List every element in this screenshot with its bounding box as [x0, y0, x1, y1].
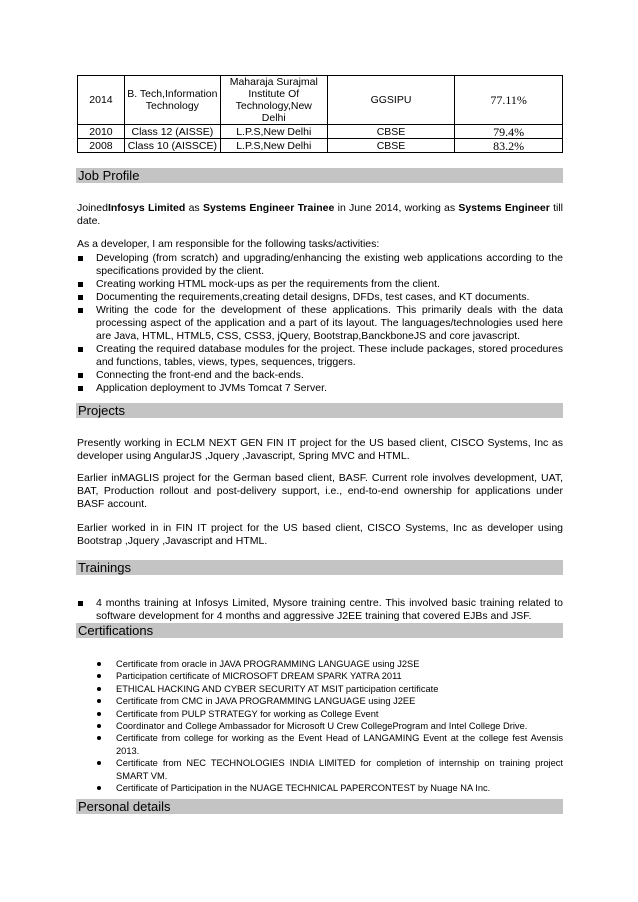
certification-list	[95, 658, 563, 794]
edu-board: CBSE	[327, 125, 455, 139]
square-bullet-icon	[78, 256, 83, 261]
list-item: Certificate from PULP STRATEGY for working as College Event	[95, 708, 563, 720]
list-item: Participation certificate of MICROSOFT DREAM SPARK YATRA 2011	[95, 670, 563, 682]
round-bullet-icon	[97, 687, 101, 691]
list-item: Certificate from NEC TECHNOLOGIES INDIA LIMITED for completion of internship on training project SMART VM.	[95, 757, 563, 782]
job-intro: JoinedInfosys Limited as Systems Engineer Trainee in June 2014, working as Systems Engineer till date.	[77, 202, 563, 227]
training-list	[77, 597, 563, 623]
edu-board: CBSE	[327, 139, 455, 153]
list-item: ETHICAL HACKING AND CYBER SECURITY AT MSIT participation certificate	[95, 683, 563, 695]
square-bullet-icon	[78, 347, 83, 352]
list-item: Creating working HTML mock-ups as per the requirements from the client.	[77, 278, 563, 291]
round-bullet-icon	[97, 712, 101, 716]
list-item: 4 months training at Infosys Limited, Mysore training centre. This involved basic training related to software development for 4 months and aggressive J2EE training that covered EJBs and JSF.	[77, 597, 563, 623]
list-item: Application deployment to JVMs Tomcat 7 Server.	[77, 382, 563, 395]
edu-institute: L.P.S,New Delhi	[220, 139, 327, 153]
project-paragraph: Earlier worked in in FIN IT project for the US based client, CISCO Systems, Inc as developer using Bootstrap ,Jquery ,Javascript and HTML.	[77, 522, 563, 547]
round-bullet-icon	[97, 786, 101, 790]
square-bullet-icon	[78, 373, 83, 378]
edu-board: GGSIPU	[327, 76, 455, 125]
trainings-heading: Trainings	[76, 560, 563, 575]
projects-heading: Projects	[76, 403, 563, 418]
round-bullet-icon	[97, 736, 101, 740]
square-bullet-icon	[78, 601, 83, 606]
square-bullet-icon	[78, 282, 83, 287]
list-item: Certificate from oracle in JAVA PROGRAMMING LANGUAGE using J2SE	[95, 658, 563, 670]
round-bullet-icon	[97, 699, 101, 703]
edu-year: 2010	[78, 125, 125, 139]
edu-year: 2008	[78, 139, 125, 153]
edu-institute: Maharaja Surajmal Institute Of Technology,New Delhi	[220, 76, 327, 125]
edu-degree: B. Tech,Information Technology	[124, 76, 220, 125]
personal-details-heading: Personal details	[76, 799, 563, 814]
list-item: Documenting the requirements,creating detail designs, DFDs, test cases, and KT documents.	[77, 291, 563, 304]
round-bullet-icon	[97, 662, 101, 666]
list-item: Connecting the front-end and the back-ends.	[77, 369, 563, 382]
project-paragraph: Presently working in ECLM NEXT GEN FIN IT project for the US based client, CISCO Systems, Inc as developer using AngularJS ,Jquery ,Javascript, Spring MVC and HTML.	[77, 437, 563, 462]
edu-institute: L.P.S,New Delhi	[220, 125, 327, 139]
edu-degree: Class 12 (AISSE)	[124, 125, 220, 139]
project-paragraph: Earlier inMAGLIS project for the German based client, BASF. Current role involves development, UAT, BAT, Production rollout and post-delivery support, i.e., end-to-end ownership for applications under BASF account.	[77, 472, 563, 510]
square-bullet-icon	[78, 386, 83, 391]
edu-score: 79.4%	[455, 125, 563, 139]
table-row	[78, 125, 563, 139]
square-bullet-icon	[78, 308, 83, 313]
edu-score: 83.2%	[455, 139, 563, 153]
responsibility-intro: As a developer, I am responsible for the following tasks/activities:	[77, 238, 380, 250]
table-row	[78, 76, 563, 125]
edu-degree: Class 10 (AISSCE)	[124, 139, 220, 153]
list-item: Writing the code for the development of these applications. This primarily deals with the data processing aspect of the application and a part of its layout. The languages/technologies used here are Java, HTML, HTML5, CSS, CSS3, jQuery, Bootstrap,BanckboneJS and core javascript.	[77, 304, 563, 343]
certifications-heading: Certifications	[76, 623, 563, 638]
edu-score: 77.11%	[455, 76, 563, 125]
square-bullet-icon	[78, 295, 83, 300]
round-bullet-icon	[97, 761, 101, 765]
list-item: Certificate of Participation in the NUAGE TECHNICAL PAPERCONTEST by Nuage NA Inc.	[95, 782, 563, 794]
list-item: Creating the required database modules for the project. These include packages, stored procedures and functions, tables, views, types, sequences, triggers.	[77, 343, 563, 369]
edu-year: 2014	[78, 76, 125, 125]
education-table	[77, 75, 563, 153]
table-row	[78, 139, 563, 153]
list-item: Certificate from college for working as the Event Head of LANGAMING Event at the college fest Avensis 2013.	[95, 732, 563, 757]
list-item: Developing (from scratch) and upgrading/enhancing the existing web applications according to the specifications provided by the client.	[77, 252, 563, 278]
task-list	[77, 252, 563, 395]
round-bullet-icon	[97, 724, 101, 728]
list-item: Coordinator and College Ambassador for Microsoft U Crew CollegeProgram and Intel College Drive.	[95, 720, 563, 732]
list-item: Certificate from CMC in JAVA PROGRAMMING LANGUAGE using J2EE	[95, 695, 563, 707]
round-bullet-icon	[97, 674, 101, 678]
job-profile-heading: Job Profile	[76, 168, 563, 183]
